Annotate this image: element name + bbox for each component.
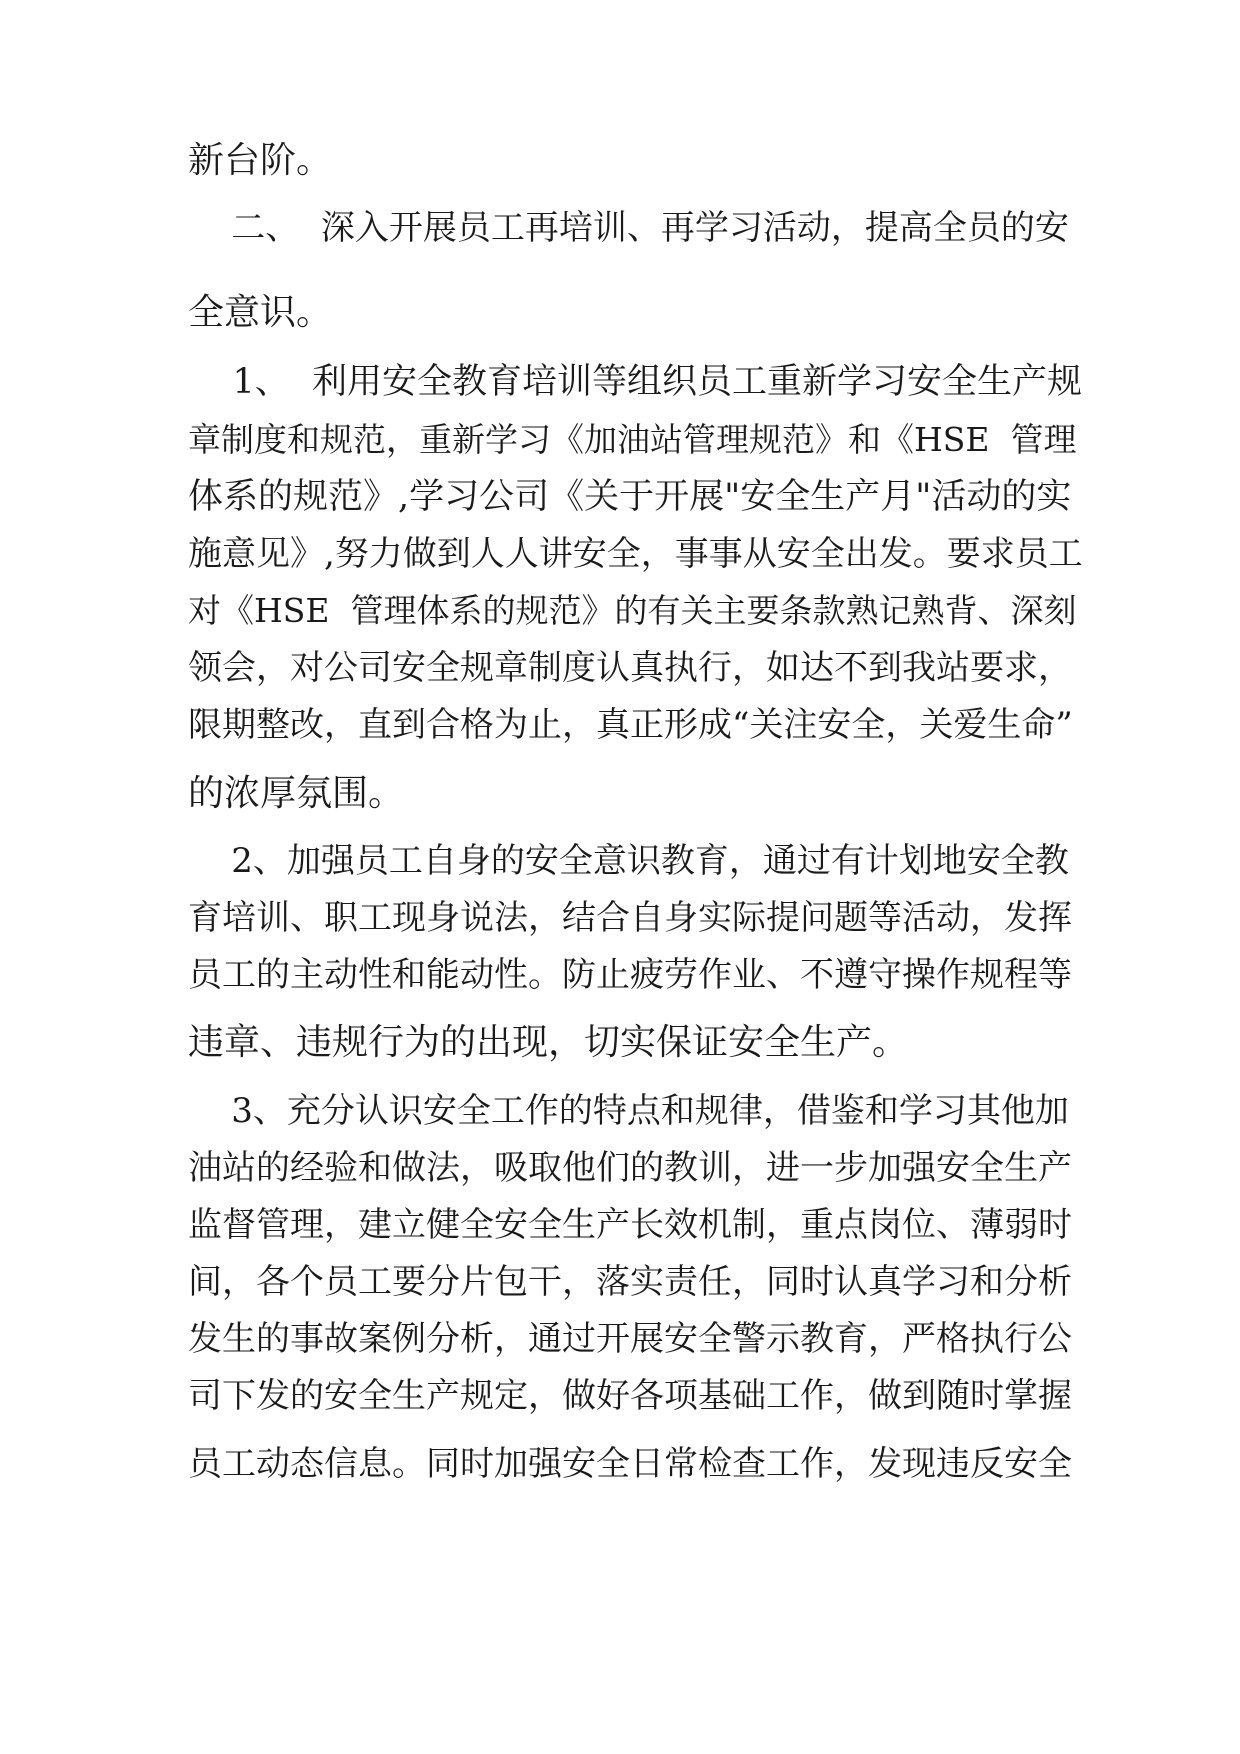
- text-line: 章制度和规范，重新学习《加油站管理规范》和《HSE 管理: [188, 420, 1077, 459]
- text-line: 新台阶。: [188, 140, 333, 181]
- text-line: 对《HSE 管理体系的规范》的有关主要条款熟记熟背、深刻: [188, 591, 1077, 630]
- text-line: 育培训、职工现身说法，结合自身实际提问题等活动，发挥: [188, 898, 1072, 938]
- text-line: 体系的规范》,学习公司《关于开展"安全生产月"活动的实: [188, 477, 1072, 517]
- text-line: 全意识。: [188, 292, 333, 333]
- list-item-heading: 1、 利用安全教育培训等组织员工重新学习安全生产规: [188, 362, 1083, 402]
- section-heading: 二、 深入开展员工再培训、再学习活动，提高全员的安: [188, 208, 1069, 248]
- text-line: 施意见》,努力做到人人讲安全，事事从安全出发。要求员工: [188, 534, 1083, 574]
- text-line: 违章、违规行为的出现，切实保证安全生产。: [188, 1022, 909, 1063]
- text-line: 发生的事故案例分析，通过开展安全警示教育，严格执行公: [188, 1319, 1072, 1359]
- text-line: 领会，对公司安全规章制度认真执行，如达不到我站要求，: [188, 648, 1072, 688]
- text-line: 限期整改，直到合格为止，真正形成“关注安全，关爱生命”: [188, 705, 1073, 745]
- list-item-heading: 2、加强员工自身的安全意识教育，通过有计划地安全教: [188, 841, 1069, 881]
- text-line: 员工的主动性和能动性。防止疲劳作业、不遵守操作规程等: [188, 955, 1072, 995]
- text-line: 员工动态信息。同时加强安全日常检查工作，发现违反安全: [188, 1444, 1072, 1484]
- text-line: 司下发的安全生产规定，做好各项基础工作，做到随时掌握: [188, 1376, 1072, 1416]
- text-line: 油站的经验和做法，吸取他们的教训，进一步加强安全生产: [188, 1148, 1072, 1188]
- text-line: 的浓厚氛围。: [188, 773, 405, 814]
- list-item-heading: 3、充分认识安全工作的特点和规律，借鉴和学习其他加: [188, 1091, 1069, 1131]
- text-line: 间，各个员工要分片包干，落实责任，同时认真学习和分析: [188, 1262, 1072, 1302]
- text-line: 监督管理，建立健全安全生产长效机制，重点岗位、薄弱时: [188, 1205, 1072, 1245]
